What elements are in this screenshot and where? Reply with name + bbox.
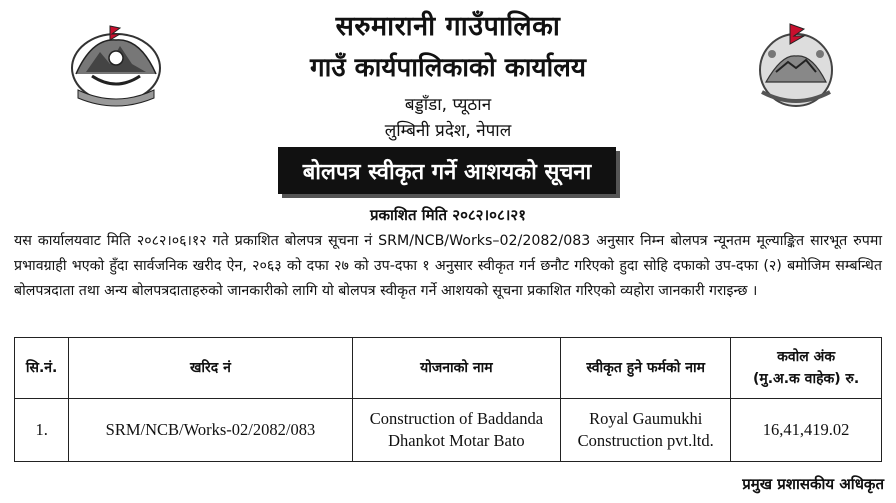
cell-firm-line1: Royal Gaumukhi xyxy=(589,409,703,428)
notice-body: यस कार्यालयवाट मिति २०८२।०६।१२ गते प्रकाशित बोलपत्र सूचना नं SRM/NCB/Works–02/2082/083 अनुसार निम्न बोलपत्र न्यूनतम मूल्याङ्कित सारभूत रुपमा प्रभावग्राही भएको हुँदा सार्वजनिक खरीद ऐन, २०६३ को दफा २७ को उप-दफा १ अनुसार स्वीकृत गर्न छनौट गरिएको हुदा सोहि दफाको उप-दफा (२) बमोजिम सम्बन्धित बोलपत्रदाता तथा अन्य बोलपत्रदाताहरुको जानकारीको लागि यो बोलपत्र स्वीकृत गर्ने आशयको सूचना प्रकाशित गरिएको व्यहोरा जानकारी गराइन्छ । xyxy=(14,233,882,299)
cell-amount: 16,41,419.02 xyxy=(731,399,882,462)
office-location: बड्डाँडा, प्यूठान xyxy=(404,95,492,115)
award-table xyxy=(14,337,882,462)
header-sn: सि.नं. xyxy=(15,338,69,399)
header-amount xyxy=(731,338,882,399)
header-amount-line2: (मु.अ.क वाहेक) रु. xyxy=(752,371,860,387)
publish-date: प्रकाशित मिति २०८२।०८।२१ xyxy=(369,206,527,224)
table-row xyxy=(15,399,882,462)
cell-purchase-no: SRM/NCB/Works-02/2082/083 xyxy=(69,399,352,462)
table-header-row xyxy=(15,338,882,399)
cell-firm-line2: Construction pvt.ltd. xyxy=(577,431,714,450)
signature-title: प्रमुख प्रशासकीय अधिकृत xyxy=(742,475,884,493)
notice-title: बोलपत्र स्वीकृत गर्ने आशयको सूचना xyxy=(278,147,616,194)
header-project: योजनाको नाम xyxy=(352,338,561,399)
cell-project-line2: Dhankot Motar Bato xyxy=(388,431,525,450)
office-name: गाउँ कार्यपालिकाको कार्यालय xyxy=(310,53,586,83)
cell-sn: 1. xyxy=(15,399,69,462)
header-amount-line1: कवोल अंक xyxy=(777,349,836,365)
header-purchase-no: खरिद नं xyxy=(69,338,352,399)
cell-firm xyxy=(561,399,731,462)
office-province: लुम्बिनी प्रदेश, नेपाल xyxy=(384,121,512,141)
municipality-name: सरुमारानी गाउँपालिका xyxy=(335,11,561,42)
cell-project xyxy=(352,399,561,462)
header-firm: स्वीकृत हुने फर्मको नाम xyxy=(561,338,731,399)
cell-project-line1: Construction of Baddanda xyxy=(369,409,544,428)
